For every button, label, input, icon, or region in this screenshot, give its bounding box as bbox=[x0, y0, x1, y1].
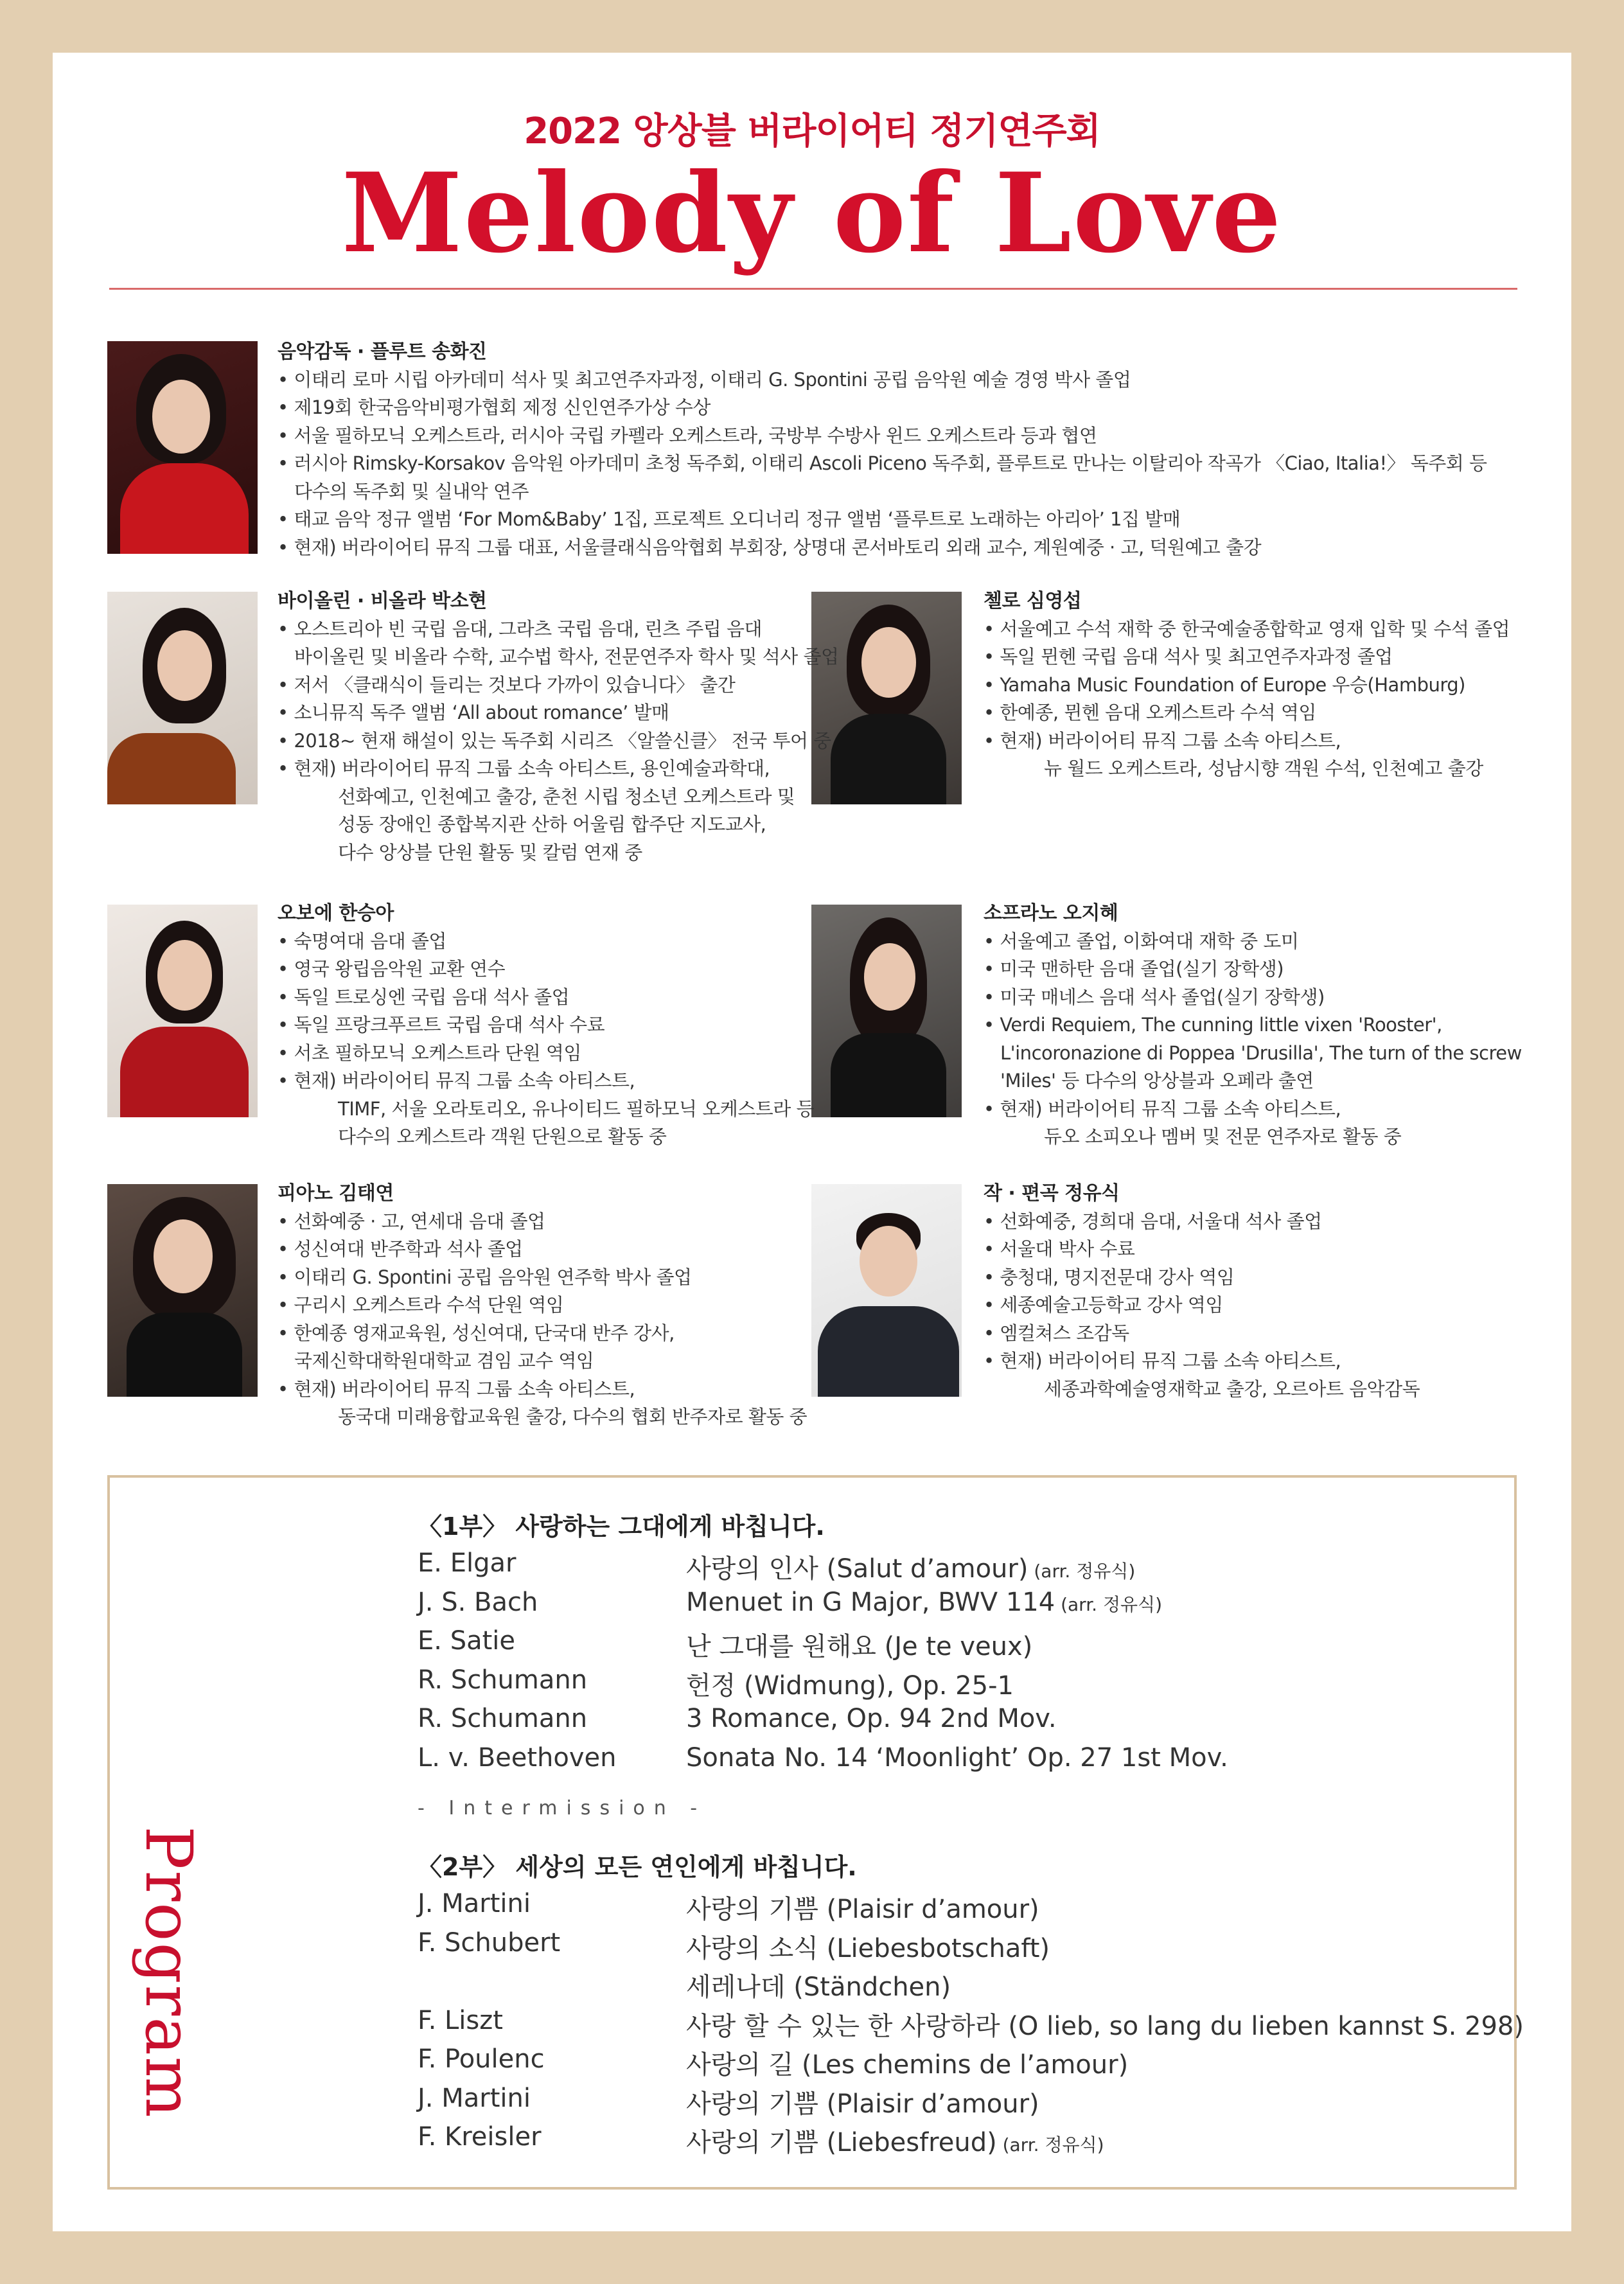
bio-line: • 태교 음악 정규 앨범 ‘For Mom&Baby’ 1집, 프로젝트 오디너리 정규 앨범 ‘플루트로 노래하는 아리아’ 1집 발매 bbox=[278, 506, 1487, 534]
program-row bbox=[418, 1889, 1510, 1927]
photo-park-sohyun bbox=[107, 592, 258, 804]
bio-line: • 독일 뮌헨 국립 음대 석사 및 최고연주자과정 졸업 bbox=[984, 643, 1510, 671]
bio-line: 듀오 소피오나 멤버 및 전문 연주자로 활동 중 bbox=[1044, 1126, 1402, 1147]
program-label bbox=[131, 1812, 206, 2146]
bio-sim-youngseob bbox=[984, 587, 1510, 783]
composer-name: R. Schumann bbox=[418, 1704, 588, 1733]
bio-line: • 독일 프랑크푸르트 국립 음대 석사 수료 bbox=[278, 1011, 814, 1040]
work-title-text: Menuet in G Major, BWV 114 bbox=[686, 1587, 1055, 1617]
composer-name: F. Schubert bbox=[418, 1927, 561, 1958]
work-title-text: 사랑 할 수 있는 한 사랑하라 (O lieb, so lang du lieben kannst S. 298) bbox=[686, 2011, 1524, 2041]
work-title-text: 난 그대를 원해요 (Je te veux) bbox=[686, 1632, 1033, 1661]
arrangement-note: (arr. 정유식) bbox=[1055, 1593, 1163, 1615]
bio-line: 성동 장애인 종합복지관 산하 어울림 합주단 지도교사, bbox=[338, 813, 766, 835]
work-title bbox=[686, 1704, 1057, 1733]
work-title-text: 헌정 (Widmung), Op. 25-1 bbox=[686, 1670, 1014, 1701]
bio-line: • 서울 필하모닉 오케스트라, 러시아 국립 카펠라 오케스트라, 국방부 수방사 윈드 오케스트라 등과 협연 bbox=[278, 422, 1487, 450]
work-title-text: 3 Romance, Op. 94 2nd Mov. bbox=[686, 1704, 1057, 1733]
intermission-label: - Intermission - bbox=[418, 1797, 707, 1819]
bio-line: • 충청대, 명지전문대 강사 역임 bbox=[984, 1264, 1420, 1292]
program-row bbox=[418, 2122, 1510, 2161]
bio-name: 바이올린 · 비올라 박소현 bbox=[278, 590, 487, 612]
bio-jeong-yusik bbox=[984, 1180, 1420, 1403]
bio-line: • 성신여대 반주학과 석사 졸업 bbox=[278, 1235, 807, 1264]
bio-line: 다수의 독주회 및 실내악 연주 bbox=[294, 480, 529, 502]
bio-line: 바이올린 및 비올라 수학, 교수법 학사, 전문연주자 학사 및 석사 졸업 bbox=[294, 646, 839, 668]
bio-park-sohyun bbox=[278, 587, 839, 867]
bio-line: • 서초 필하모닉 오케스트라 단원 역임 bbox=[278, 1040, 814, 1068]
work-title bbox=[686, 2122, 1104, 2159]
composer-name: E. Satie bbox=[418, 1626, 516, 1656]
program-row bbox=[418, 1928, 1510, 1967]
concert-title: Melody of Love bbox=[341, 149, 1283, 278]
bio-line: 세종과학예술영재학교 출강, 오르아트 음악감독 bbox=[1044, 1377, 1420, 1400]
photo-kim-taeyeon bbox=[107, 1184, 258, 1397]
bio-line: • 현재) 버라이어티 뮤직 그룹 소속 아티스트, 용인예술과학대, bbox=[278, 755, 839, 783]
bio-name: 오보에 한승아 bbox=[278, 902, 394, 925]
bio-line: • 한예종 영재교육원, 성신여대, 단국대 반주 강사, bbox=[278, 1320, 807, 1348]
bio-line: • 서울예고 졸업, 이화여대 재학 중 도미 bbox=[984, 928, 1522, 956]
program-row bbox=[418, 2005, 1524, 2044]
photo-song-hwajin bbox=[107, 341, 258, 554]
bio-line: • 러시아 Rimsky-Korsakov 음악원 아카데미 초청 독주회, 이태리 Ascoli Piceno 독주회, 플루트로 만나는 이탈리아 작곡가 〈Ciao, Italia!〉 독주회 등 bbox=[278, 450, 1487, 478]
bio-name: 작 · 편곡 정유식 bbox=[984, 1182, 1120, 1205]
work-title bbox=[686, 1665, 1014, 1702]
program-row bbox=[418, 2084, 1510, 2122]
bio-kim-taeyeon bbox=[278, 1180, 807, 1431]
program-row bbox=[418, 1588, 1510, 1626]
composer-name: F. Kreisler bbox=[418, 2122, 542, 2152]
bio-line: • 현재) 버라이어티 뮤직 그룹 소속 아티스트, bbox=[984, 1347, 1420, 1376]
photo-oh-jihye bbox=[811, 905, 962, 1117]
bio-line: • Yamaha Music Foundation of Europe 우승(Hamburg) bbox=[984, 671, 1510, 700]
part1-title: 〈1부〉 사랑하는 그대에게 바칩니다. bbox=[418, 1512, 825, 1541]
composer-name: J. Martini bbox=[418, 1889, 531, 1918]
bio-name: 피아노 김태연 bbox=[278, 1182, 394, 1205]
bio-line: 동국대 미래융합교육원 출강, 다수의 협회 반주자로 활동 중 bbox=[338, 1406, 808, 1428]
bio-line: • 저서 〈클래식이 들리는 것보다 가까이 있습니다〉 출간 bbox=[278, 671, 839, 700]
bio-line: 다수의 오케스트라 객원 단원으로 활동 중 bbox=[338, 1126, 667, 1147]
work-title bbox=[686, 1967, 951, 2003]
bio-line: 'Miles' 등 다수의 앙상블과 오페라 출연 bbox=[1000, 1070, 1314, 1092]
bio-line: • 현재) 버라이어티 뮤직 그룹 소속 아티스트, bbox=[984, 727, 1510, 756]
composer-name: L. v. Beethoven bbox=[418, 1742, 617, 1773]
bio-line: 선화예고, 인천예고 출강, 춘천 시립 청소년 오케스트라 및 bbox=[338, 785, 795, 808]
work-title bbox=[686, 1626, 1032, 1663]
bio-line: • 오스트리아 빈 국립 음대, 그라츠 국립 음대, 린츠 주립 음대 bbox=[278, 615, 839, 644]
bio-line: • 독일 트로싱엔 국립 음대 석사 졸업 bbox=[278, 984, 814, 1012]
bio-line: • 세종예술고등학교 강사 역임 bbox=[984, 1291, 1420, 1320]
bio-name: 소프라노 오지혜 bbox=[984, 902, 1118, 925]
work-title bbox=[686, 2084, 1039, 2120]
composer-name: J. Martini bbox=[418, 2083, 531, 2113]
bio-line: • 이태리 G. Spontini 공립 음악원 연주학 박사 졸업 bbox=[278, 1264, 807, 1292]
composer-name: E. Elgar bbox=[418, 1548, 516, 1578]
bio-line: • 구리시 오케스트라 수석 단원 역임 bbox=[278, 1291, 807, 1320]
work-title-text: 세레나데 (Ständchen) bbox=[686, 1972, 951, 2002]
program-row bbox=[418, 1626, 1510, 1665]
program-label-text: Program bbox=[131, 1826, 206, 2119]
bio-line: • Verdi Requiem, The cunning little vixen 'Rooster', bbox=[984, 1011, 1522, 1040]
bio-line: • 소니뮤직 독주 앨범 ‘All about romance’ 발매 bbox=[278, 699, 839, 727]
program-row bbox=[418, 1548, 1510, 1587]
work-title bbox=[686, 2044, 1128, 2081]
bio-line: 국제신학대학원대학교 겸임 교수 역임 bbox=[294, 1350, 594, 1372]
program-row bbox=[418, 1704, 1510, 1742]
photo-jeong-yusik bbox=[811, 1184, 962, 1397]
composer-name: F. Poulenc bbox=[418, 2044, 545, 2074]
composer-name: J. S. Bach bbox=[418, 1587, 538, 1617]
bio-line: • 엠컬쳐스 조감독 bbox=[984, 1320, 1420, 1348]
bio-line: TIMF, 서울 오라토리오, 유나이티드 필하모닉 오케스트라 등 bbox=[338, 1097, 815, 1120]
bio-line: • 서울예고 수석 재학 중 한국예술종합학교 영재 입학 및 수석 졸업 bbox=[984, 615, 1510, 644]
bio-line: • 현재) 버라이어티 뮤직 그룹 소속 아티스트, bbox=[278, 1376, 807, 1404]
photo-han-seunga bbox=[107, 905, 258, 1117]
part2-title: 〈2부〉 세상의 모든 연인에게 바칩니다. bbox=[418, 1853, 857, 1881]
bio-line: • 한예종, 뮌헨 음대 오케스트라 수석 역임 bbox=[984, 699, 1510, 727]
work-title bbox=[686, 1889, 1039, 1925]
arrangement-note: (arr. 정유식) bbox=[1028, 1561, 1136, 1582]
bio-han-seunga bbox=[278, 899, 814, 1151]
bio-line: 다수 앙상블 단원 활동 및 칼럼 연재 중 bbox=[338, 841, 642, 863]
bio-line: • 2018~ 현재 해설이 있는 독주회 시리즈 〈알쓸신클〉 전국 투어 중 bbox=[278, 727, 839, 756]
bio-line: L'incoronazione di Poppea 'Drusilla', The turn of the screw bbox=[1000, 1041, 1522, 1064]
program-row bbox=[418, 1743, 1510, 1782]
program-row bbox=[418, 2044, 1510, 2083]
bio-song-hwajin bbox=[278, 338, 1487, 562]
work-title-text: Sonata No. 14 ‘Moonlight’ Op. 27 1st Mov. bbox=[686, 1742, 1228, 1773]
work-title-text: 사랑의 길 (Les chemins de l’amour) bbox=[686, 2050, 1129, 2080]
bio-line: • 서울대 박사 수료 bbox=[984, 1235, 1420, 1264]
bio-line: • 선화예중 · 고, 연세대 음대 졸업 bbox=[278, 1208, 807, 1236]
work-title bbox=[686, 1743, 1228, 1773]
bio-line: 뉴 월드 오케스트라, 성남시향 객원 수석, 인천예고 출강 bbox=[1044, 757, 1483, 779]
composer-name: R. Schumann bbox=[418, 1665, 588, 1695]
bio-line: • 숙명여대 음대 졸업 bbox=[278, 928, 814, 956]
work-title-text: 사랑의 기쁨 (Plaisir d’amour) bbox=[686, 1895, 1039, 1924]
bio-line: • 미국 매네스 음대 석사 졸업(실기 장학생) bbox=[984, 984, 1522, 1012]
bio-line: • 현재) 버라이어티 뮤직 그룹 대표, 서울클래식음악협회 부회장, 상명대 콘서바토리 외래 교수, 계원예중 · 고, 덕원예고 출강 bbox=[278, 534, 1487, 562]
work-title bbox=[686, 1588, 1162, 1617]
composer-name: F. Liszt bbox=[418, 2005, 503, 2035]
program-row bbox=[418, 1967, 1510, 2005]
concert-subtitle: 2022 앙상블 버라이어티 정기연주회 bbox=[524, 111, 1100, 152]
bio-line: • 현재) 버라이어티 뮤직 그룹 소속 아티스트, bbox=[278, 1067, 814, 1095]
work-title-text: 사랑의 소식 (Liebesbotschaft) bbox=[686, 1933, 1050, 1963]
bio-line: • 영국 왕립음악원 교환 연수 bbox=[278, 955, 814, 984]
work-title bbox=[686, 1548, 1135, 1585]
work-title-text: 사랑의 인사 (Salut d’amour) bbox=[686, 1554, 1028, 1584]
bio-line: • 미국 맨하탄 음대 졸업(실기 장학생) bbox=[984, 955, 1522, 984]
bio-line: • 현재) 버라이어티 뮤직 그룹 소속 아티스트, bbox=[984, 1095, 1522, 1124]
work-title-text: 사랑의 기쁨 (Plaisir d’amour) bbox=[686, 2089, 1039, 2119]
bio-name: 음악감독 · 플루트 송화진 bbox=[278, 341, 487, 363]
header-divider bbox=[109, 288, 1517, 290]
bio-oh-jihye bbox=[984, 899, 1522, 1151]
program-row bbox=[418, 1665, 1510, 1704]
bio-name: 첼로 심영섭 bbox=[984, 590, 1082, 612]
bio-line: • 제19회 한국음악비평가협회 제정 신인연주가상 수상 bbox=[278, 394, 1487, 422]
bio-line: • 이태리 로마 시립 아카데미 석사 및 최고연주자과정, 이태리 G. Spontini 공립 음악원 예술 경영 박사 졸업 bbox=[278, 366, 1487, 394]
bio-line: • 선화예중, 경희대 음대, 서울대 석사 졸업 bbox=[984, 1208, 1420, 1236]
work-title bbox=[686, 1928, 1050, 1965]
work-title bbox=[686, 2006, 1524, 2042]
work-title-text: 사랑의 기쁨 (Liebesfreud) bbox=[686, 2128, 997, 2157]
arrangement-note: (arr. 정유식) bbox=[996, 2134, 1104, 2156]
